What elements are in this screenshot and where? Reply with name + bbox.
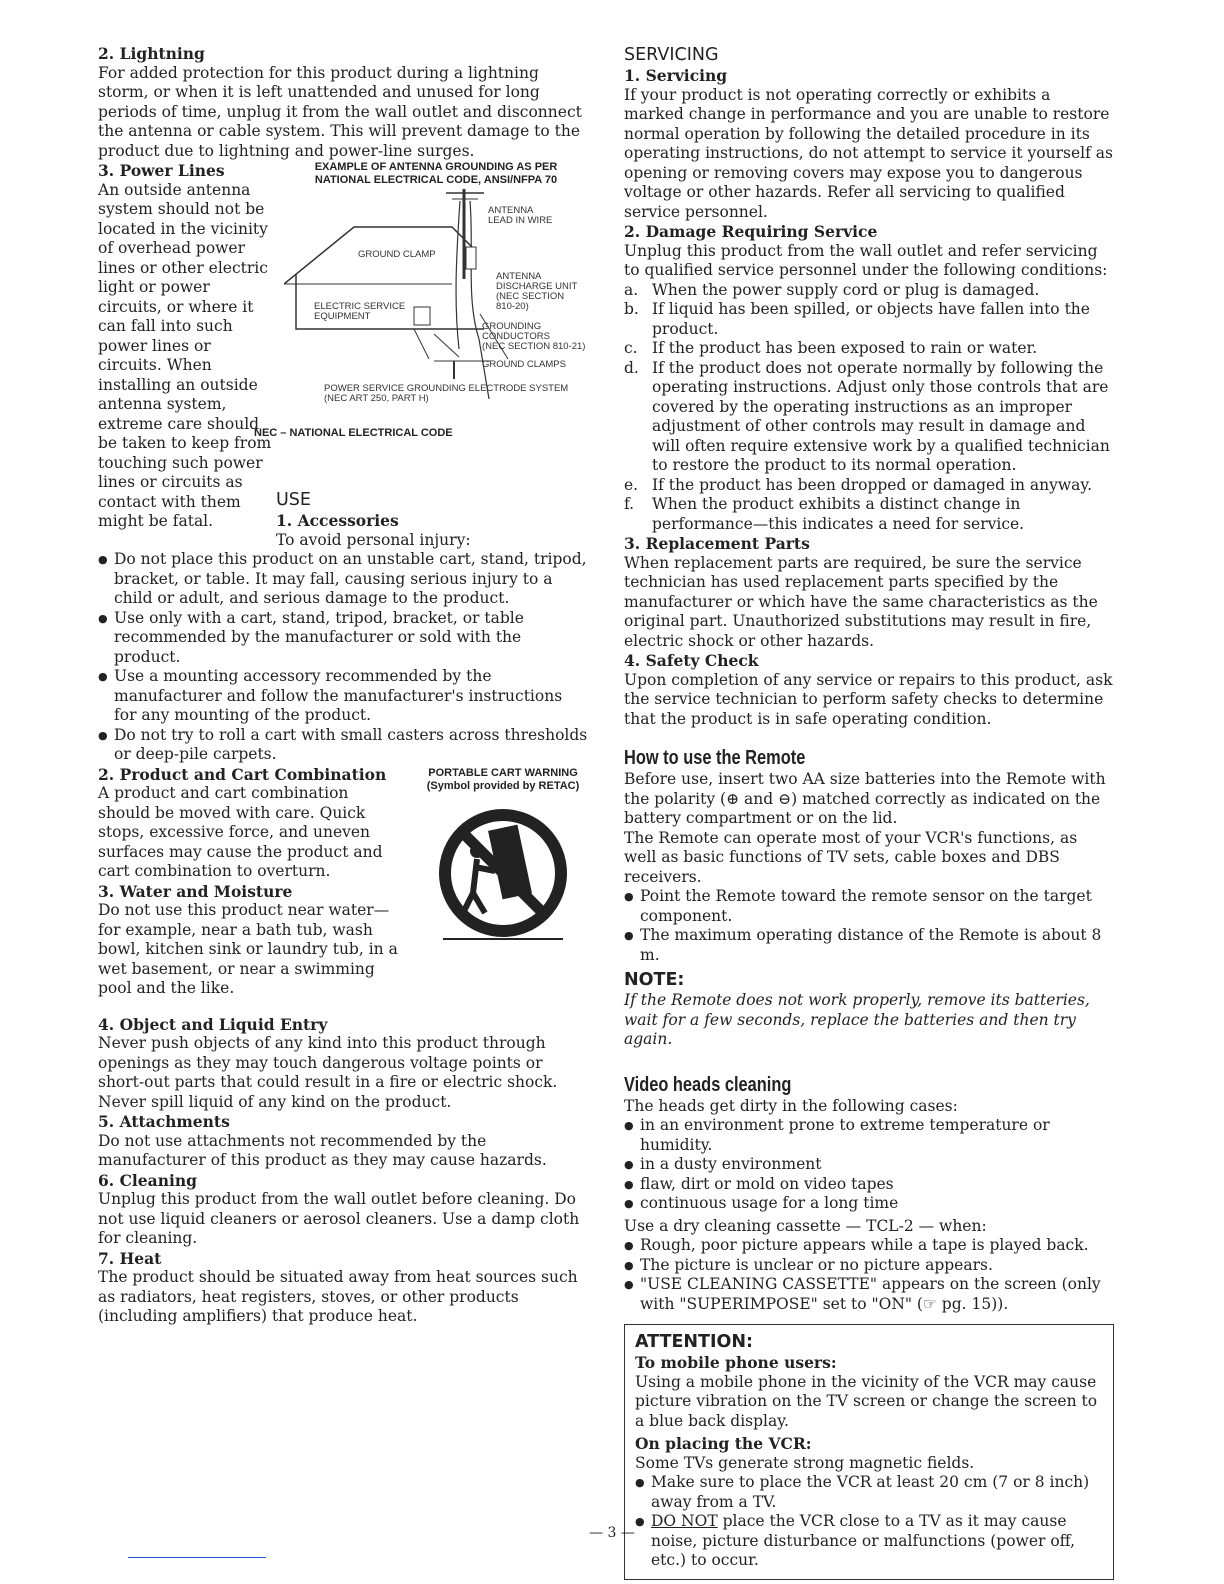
item-marker: a. [624, 280, 639, 299]
grounding-conductor [434, 334, 459, 357]
object-title: 4. Object and Liquid Entry [98, 1014, 328, 1034]
cart-block [98, 765, 588, 1015]
minus-icon: ⊖ [778, 789, 792, 808]
bullet-text: place the VCR close to a TV as it may cause noise, picture disturbance or malfunctions (power off, etc.) to occur. [651, 1512, 1076, 1569]
power-lines-title: 3. Power Lines [98, 161, 225, 180]
safety-body: Upon completion of any service or repairs to this product, ask the service technician to perform safety checks to determine that the product is in safe operating condition. [624, 670, 1113, 728]
placing-list [635, 1473, 1103, 1571]
discharge-unit [466, 247, 476, 269]
item-marker: d. [624, 358, 639, 377]
item-text: When the product exhibits a distinct change in performance—this indicates a need for service. [652, 495, 1025, 533]
item-text: When the power supply cord or plug is damaged. [652, 280, 1040, 299]
object-body: Never push objects of any kind into this product through openings as they may touch dangerous voltage points or short-out parts that could result in a fire or electric shock. Never spill liquid of any kind on the product. [98, 1034, 558, 1111]
label-antenna-2: ANTENNA [496, 271, 542, 282]
list-item [624, 476, 1114, 496]
label-lead-in-wire: LEAD IN WIRE [488, 215, 553, 226]
remote-heading: How to use the Remote [624, 747, 806, 769]
placing-title: On placing the VCR: [635, 1434, 812, 1453]
label-antenna: ANTENNA [488, 205, 534, 216]
figure-caption-line2: NATIONAL ELECTRICAL CODE, ANSI/NFPA 70 [314, 174, 558, 186]
safety-title: 4. Safety Check [624, 651, 759, 670]
label-nec-art-250: (NEC ART 250, PART H) [324, 393, 429, 404]
note-body: If the Remote does not work properly, remove its batteries, wait for a few seconds, replace the batteries and then try again. [624, 991, 1090, 1048]
cart-title: 2. Product and Cart Combination [98, 764, 387, 784]
cart-body: A product and cart combination should be moved with care. Quick stops, excessive force, and uneven surfaces may cause the product and cart combination to overturn. [98, 784, 383, 880]
remote-functions: The Remote can operate most of your VCR's functions, as well as basic functions of TV sets, cable boxes and DBS receivers. [624, 828, 1078, 886]
attachments-body: Do not use attachments not recommended by the manufacturer of this product as they may cause hazards. [98, 1131, 547, 1169]
antenna-grounding-figure [254, 161, 588, 440]
list-item: ● Make sure to place the VCR at least 20 cm (7 or 8 inch) away from a TV. [635, 1473, 1103, 1512]
right-column [624, 44, 1114, 1580]
placing-body: Some TVs generate strong magnetic fields. [635, 1453, 975, 1472]
list-item: ● in a dusty environment [624, 1155, 1114, 1175]
attention-heading: ATTENTION: [635, 1332, 754, 1352]
remote-intro-a: Before use, insert two AA size batteries into the Remote with the polarity ( [624, 770, 1106, 808]
label-conductors: CONDUCTORS [482, 331, 550, 342]
attachments-title: 5. Attachments [98, 1112, 230, 1131]
cleaning-title: 6. Cleaning [98, 1170, 197, 1190]
list-item: ● Do not try to roll a cart with small casters across thresholds or deep-pile carpets. [98, 726, 588, 765]
list-item: ● Do not place this product on an unstable cart, stand, tripod, bracket, or table. It may fall, causing serious injury to a child or adult, and serious damage to the product. [98, 550, 588, 609]
cart-warning-figure [418, 767, 588, 951]
list-item: ● continuous usage for a long time [624, 1194, 1114, 1214]
item-marker: f. [624, 495, 635, 513]
label-nec-section: (NEC SECTION [496, 291, 565, 302]
list-item [624, 359, 1114, 476]
list-item [624, 339, 1114, 359]
heat-title: 7. Heat [98, 1248, 162, 1268]
list-item: ● in an environment prone to extreme temperature or humidity. [624, 1116, 1114, 1155]
list-item: ● flaw, dirt or mold on video tapes [624, 1175, 1114, 1195]
replacement-body: When replacement parts are required, be sure the service technician has used replacement parts specified by the manufacturer or which have the same characteristics as the original part. Unauthorized substitutions may result in fire, electric shock or other hazards. [624, 553, 1098, 650]
item-marker: b. [624, 300, 639, 318]
page-number: — 3 — [589, 1525, 635, 1541]
cart-warning-title: PORTABLE CART WARNING [428, 766, 578, 779]
item-text: If the product has been dropped or damaged in anyway. [652, 475, 1093, 494]
grounding-conductor [414, 329, 429, 359]
list-item [624, 281, 1114, 301]
water-title: 3. Water and Moisture [98, 881, 293, 901]
accessories-intro: To avoid personal injury: [276, 530, 471, 549]
cleaning-body: Unplug this product from the wall outlet before cleaning. Do not use liquid cleaners or aerosol cleaners. Use a damp cloth for cleaning. [98, 1190, 580, 1247]
label-810-20: 810-20) [496, 301, 529, 312]
accessories-list [98, 550, 588, 765]
item-text: If the product has been exposed to rain or water. [652, 339, 1038, 357]
label-ground-clamp: GROUND CLAMP [358, 249, 436, 260]
remote-list [624, 887, 1114, 965]
do-not-emphasis: DO NOT [651, 1512, 718, 1530]
heads-cases-list [624, 1116, 1114, 1214]
figure-caption-line1: EXAMPLE OF ANTENNA GROUNDING AS PER [314, 161, 558, 173]
remote-intro-c: ) matched correctly as indicated on the battery compartment or on the lid. [624, 789, 1101, 827]
heads-when-list [624, 1236, 1114, 1314]
list-item: ● Rough, poor picture appears while a tape is played back. [624, 1236, 1114, 1256]
attention-box [624, 1324, 1114, 1580]
list-item: ● The picture is unclear or no picture appears. [624, 1256, 1114, 1276]
list-item [624, 495, 1114, 534]
list-item: ● "USE CLEANING CASSETTE" appears on the screen (only with "SUPERIMPOSE" set to "ON" (☞ pg. 15)). [624, 1275, 1114, 1314]
heads-heading: Video heads cleaning [624, 1073, 792, 1096]
label-electrode-system: POWER SERVICE GROUNDING ELECTRODE SYSTEM [324, 383, 569, 394]
heads-when: Use a dry cleaning cassette — TCL-2 — when: [624, 1216, 987, 1235]
replacement-title: 3. Replacement Parts [624, 534, 810, 553]
servicing-body: If your product is not operating correctly or exhibits a marked change in performance and you are unable to restore normal operation by following the detailed procedure in its operating instructions, do not attempt to service it yourself as opening or removing covers may expose you to dangerous voltage or other hazards. Refer all servicing to qualified service personnel. [624, 85, 1113, 221]
water-body: Do not use this product near water—for example, near a bath tub, wash bowl, kitchen sink or laundry tub, in a wet basement, or near a swimming pool and the like. [98, 901, 398, 997]
use-heading: USE [276, 490, 311, 510]
remote-intro-b: and [739, 789, 779, 808]
servicing-title: 1. Servicing [624, 66, 728, 85]
left-column [98, 44, 588, 1327]
cart-warning-source: (Symbol provided by RETAC) [426, 779, 580, 792]
damage-intro: Unplug this product from the wall outlet and refer servicing to qualified service personnel under the following conditions: [624, 241, 1108, 279]
item-marker: c. [624, 339, 638, 357]
antenna-grounding-diagram [284, 189, 588, 425]
list-item: ● The maximum operating distance of the Remote is about 8 m. [624, 926, 1114, 965]
label-ground-clamps: GROUND CLAMPS [482, 359, 566, 370]
servicing-heading: SERVICING [624, 45, 719, 65]
mobile-body: Using a mobile phone in the vicinity of the VCR may cause picture vibration on the TV screen or change the screen to a blue back display. [635, 1372, 1098, 1430]
list-item: ● Point the Remote toward the remote sensor on the target component. [624, 887, 1114, 926]
underline-mark [128, 1557, 266, 1558]
plus-icon: ⊕ [726, 789, 740, 808]
person-head [470, 844, 484, 858]
heads-intro: The heads get dirty in the following cases: [624, 1096, 958, 1115]
cart-text [98, 765, 403, 999]
remote-intro [624, 770, 1114, 829]
item-text: If the product does not operate normally by following the operating instructions. Adjust only those controls that are covered by the operating instructions as an improper adjustment of other controls may result in damage and will often require extensive work by a qualified technician to restore the product to its normal operation. [652, 358, 1110, 474]
damage-conditions-list [624, 281, 1114, 535]
ground-wire [456, 201, 460, 349]
lightning-body: For added protection for this product during a lightning storm, or when it is left unattended and unused for long periods of time, unplug it from the wall outlet and disconnect the antenna or cable system. This will prevent damage to the product due to lightning and power-line surges. [98, 63, 582, 160]
service-box [414, 307, 430, 325]
figure-footer: NEC – NATIONAL ELECTRICAL CODE [254, 427, 453, 439]
label-electric-service: ELECTRIC SERVICE [314, 301, 406, 312]
damage-title: 2. Damage Requiring Service [624, 222, 878, 241]
lightning-title: 2. Lightning [98, 44, 205, 63]
list-item [624, 300, 1114, 339]
label-grounding: GROUNDING [482, 321, 542, 332]
label-discharge-unit: DISCHARGE UNIT [496, 281, 578, 292]
heat-body: The product should be situated away from heat sources such as radiators, heat registers, stoves, or other products (including amplifiers) that produce heat. [98, 1268, 578, 1325]
accessories-title: 1. Accessories [276, 511, 399, 530]
item-marker: e. [624, 475, 639, 494]
list-item: ● Use a mounting accessory recommended by the manufacturer and follow the manufacturer's instructions for any mounting of the product. [98, 667, 588, 726]
label-nec-810-21: (NEC SECTION 810-21) [482, 341, 586, 352]
list-item: ● Use only with a cart, stand, tripod, bracket, or table recommended by the manufacturer or sold with the product. [98, 609, 588, 668]
cart-tipover-icon [433, 801, 573, 951]
label-equipment: EQUIPMENT [314, 311, 371, 322]
list-item [635, 1512, 1103, 1571]
note-heading: NOTE: [624, 970, 685, 990]
mobile-title: To mobile phone users: [635, 1353, 837, 1372]
power-lines-body: An outside antenna system should not be located in the vicinity of overhead power lines or other electric light or power circuits, or where it can fall into such power lines or circuits. When installing an outside antenna system, extreme care should be taken to keep from touching such power lines or circuits as contact with them might be fatal. [98, 180, 272, 530]
power-lines-text [98, 161, 276, 532]
item-text: If liquid has been spilled, or objects have fallen into the product. [652, 300, 1090, 338]
